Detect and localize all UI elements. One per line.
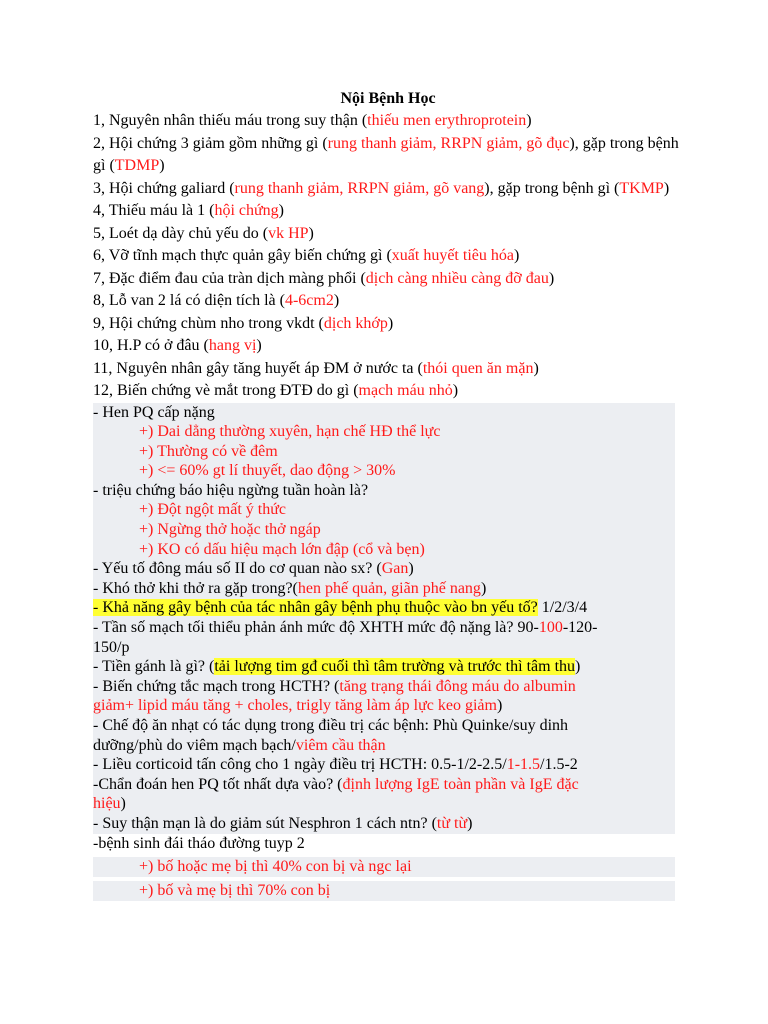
question-text: - Tần số mạch tối thiểu phản ánh mức độ XHTH mức độ nặng là? 90- <box>93 619 539 637</box>
tuan-hoan-item: +) Đột ngột mất ý thức <box>139 501 287 519</box>
hen-heading: - Hen PQ cấp nặng <box>93 403 215 421</box>
question-text: ), gặp trong bệnh gì ( <box>93 134 679 174</box>
question-text: 8, Lỗ van 2 lá có diện tích là ( <box>93 292 285 309</box>
question-end: ) <box>120 795 126 813</box>
lieu-line <box>93 755 675 775</box>
bien-chung-line-2 <box>93 696 675 716</box>
answer-text: giảm+ lipid máu tăng + choles, trigly tăng làm áp lực keo giảm <box>93 697 497 715</box>
question-text: 12, Biến chứng vè mắt trong ĐTĐ do gì ( <box>93 382 359 399</box>
question-text: /1.5-2 <box>540 756 578 774</box>
question-list <box>93 110 683 403</box>
answer-text: từ từ <box>436 814 468 832</box>
che-do-line-2 <box>93 736 675 756</box>
benh-sinh-item: +) bố hoặc mẹ bị thì 40% con bị và ngc lại <box>139 858 412 876</box>
answer-text: hội chứng <box>214 202 279 219</box>
question-7 <box>93 268 683 291</box>
benh-sinh-item-row <box>93 881 675 901</box>
question-2 <box>93 133 683 178</box>
question-end: ) <box>308 224 314 242</box>
question-text: 9, Hội chứng chùm nho trong vkdt ( <box>93 314 324 332</box>
question-end: ) <box>526 112 532 129</box>
question-end: ) <box>663 179 670 197</box>
answer-text: 100 <box>538 619 563 637</box>
tan-so-line <box>93 618 675 638</box>
question-end: ) <box>575 658 581 676</box>
answer-text: mạch máu nhỏ <box>358 382 453 399</box>
hen-item: +) <= 60% gt lí thuyết, dao động > 30% <box>139 462 396 480</box>
page-title: Nội Bệnh Học <box>340 90 436 107</box>
chan-doan-line <box>93 775 675 795</box>
chan-doan-line-2 <box>93 794 675 814</box>
question-end: ) <box>159 157 165 174</box>
benh-sinh-heading: -bệnh sinh đái tháo đường tuyp 2 <box>93 834 305 852</box>
answer-text: thiếu men erythroprotein <box>367 112 527 129</box>
answer-text: xuất huyết tiêu hóa <box>391 247 514 264</box>
answer-text: rung thanh giảm, RRPN giảm, gõ vang <box>234 179 485 197</box>
question-text: ), gặp trong bệnh gì ( <box>484 179 620 197</box>
question-text: 3, Hội chứng galiard ( <box>93 179 235 197</box>
tan-so-line-2: 150/p <box>93 638 130 656</box>
tuan-hoan-item: +) KO có dấu hiệu mạch lớn đập (cổ và bẹn) <box>139 540 425 558</box>
question-text: 11, Nguyên nhân gây tăng huyết áp ĐM ở nước ta ( <box>93 359 423 377</box>
question-text: dưỡng/phù do viêm mạch bạch/ <box>93 736 296 754</box>
yeu-to-line <box>93 559 675 579</box>
answer-text: Gan <box>381 560 409 578</box>
question-9 <box>93 313 683 336</box>
question-text: 6, Vỡ tĩnh mạch thực quản gây biến chứng gì ( <box>93 247 392 264</box>
answer-text: dịch khớp <box>323 314 388 332</box>
answer-text: vk HP <box>268 224 309 242</box>
question-text: - Liều corticoid tấn công cho 1 ngày điều trị HCTH: 0.5-1/2-2.5/ <box>93 756 507 774</box>
answer-text: hen phế quản, giãn phế nang <box>297 579 481 597</box>
answer-text: định lượng IgE toàn phần và IgE đặc <box>342 775 579 793</box>
benh-sinh-block <box>93 834 675 854</box>
answer-text: hiệu <box>93 795 121 813</box>
hen-item: +) Thường có về đêm <box>139 442 278 460</box>
question-text: 7, Đặc điểm đau của tràn dịch màng phổi ( <box>93 269 366 287</box>
answer-text: viêm cầu thận <box>295 736 386 754</box>
answer-text: 4-6cm2 <box>284 292 334 309</box>
question-text: -Chẩn đoán hen PQ tốt nhất dựa vào? ( <box>93 775 343 793</box>
highlighted-question: - Khả năng gây bệnh của tác nhân gây bệnh phụ thuộc vào bn yếu tố? <box>93 599 538 617</box>
answer-text: thói quen ăn mặn <box>422 359 534 377</box>
question-text: - Tiền gánh là gì? ( <box>93 658 215 676</box>
question-1 <box>93 110 683 133</box>
question-end: ) <box>467 814 473 832</box>
question-4 <box>93 200 683 223</box>
question-text: 1, Nguyên nhân thiếu máu trong suy thận ( <box>93 112 368 129</box>
question-text: 5, Loét dạ dày chủ yếu do ( <box>93 224 269 242</box>
answer-text: 1/2/3/4 <box>537 599 588 617</box>
benh-sinh-item-row <box>93 857 675 877</box>
answer-text: 1-1.5 <box>506 756 541 774</box>
question-end: ) <box>408 560 414 578</box>
answer-text: hang vị <box>208 337 257 354</box>
question-text: 10, H.P có ở đâu ( <box>93 337 209 354</box>
suy-than-line <box>93 814 675 834</box>
question-end: ) <box>333 292 340 309</box>
question-end: ) <box>387 314 394 332</box>
tien-ganh-line <box>93 657 675 677</box>
question-text: -120- <box>562 619 598 637</box>
question-10 <box>93 335 683 358</box>
answer-text: rung thanh giảm, RRPN giảm, gõ đục <box>327 134 570 152</box>
question-3 <box>93 178 683 201</box>
question-text: - Biến chứng tắc mạch trong HCTH? ( <box>93 677 340 695</box>
answer-text: TDMP <box>114 157 160 174</box>
answer-text: dịch càng nhiều càng đỡ đau <box>365 269 549 287</box>
tuan-hoan-heading: - triệu chứng báo hiệu ngừng tuần hoàn là? <box>93 481 369 499</box>
che-do-line: - Chế độ ăn nhạt có tác dụng trong điều trị các bệnh: Phù Quinke/suy dinh <box>93 717 569 734</box>
hen-item: +) Dai dẳng thường xuyên, hạn chế HĐ thể lực <box>139 423 441 441</box>
question-text: 4, Thiếu máu là 1 ( <box>93 202 215 219</box>
question-end: ) <box>480 579 487 597</box>
bien-chung-line <box>93 677 675 697</box>
question-end: ) <box>513 247 520 264</box>
highlighted-answer: tải lượng tim gđ cuối thì tâm trường và trước thì tâm thu <box>214 658 576 676</box>
benh-sinh-item: +) bố và mẹ bị thì 70% con bị <box>139 882 331 900</box>
document-page <box>93 88 683 901</box>
question-12 <box>93 380 683 403</box>
question-text: - Suy thận mạn là do giảm sút Nesphron 1 cách ntn? ( <box>93 814 437 832</box>
question-8 <box>93 290 683 313</box>
question-end: ) <box>452 382 459 399</box>
kho-tho-line <box>93 579 675 599</box>
question-5 <box>93 223 683 246</box>
notes-shaded-block <box>93 403 675 834</box>
question-end: ) <box>533 359 539 377</box>
question-end: ) <box>278 202 284 219</box>
question-end: ) <box>256 337 262 354</box>
question-text: 2, Hội chứng 3 giảm gồm những gì ( <box>93 134 328 152</box>
question-text: - Khó thở khi thở ra gặp trong?( <box>93 579 298 597</box>
answer-text: tăng trạng thái đông máu do albumin <box>339 677 576 695</box>
question-6 <box>93 245 683 268</box>
question-11 <box>93 358 683 381</box>
tuan-hoan-item: +) Ngừng thở hoặc thở ngáp <box>139 521 321 539</box>
answer-text: TKMP <box>619 179 664 197</box>
question-end: ) <box>496 697 503 715</box>
question-text: - Yếu tố đông máu số II do cơ quan nào sx? ( <box>93 560 382 578</box>
kha-nang-line <box>93 598 675 618</box>
question-end: ) <box>548 269 555 287</box>
